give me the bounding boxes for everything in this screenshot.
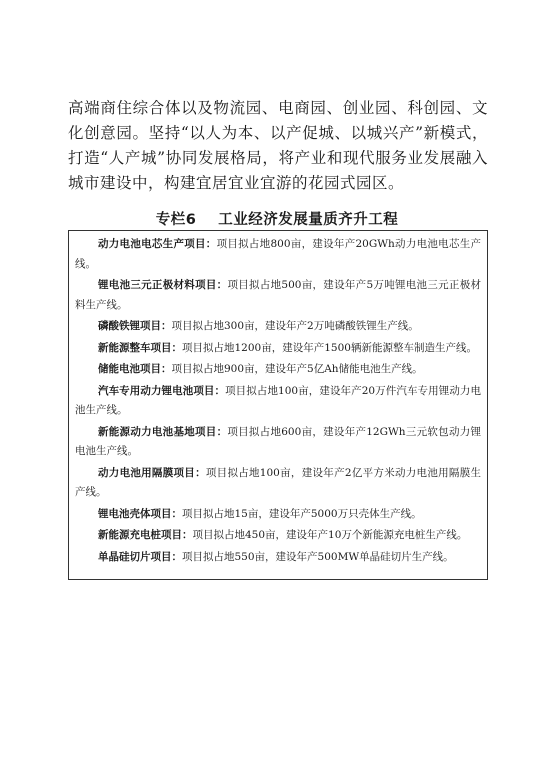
project-label: 动力电池电芯生产项目： — [98, 238, 217, 250]
project-text: 项目拟占地500亩，建设年产5万吨锂电池三元正极材料生产线。 — [75, 279, 481, 311]
project-text: 项目拟占地300亩，建设年产2万吨磷酸铁锂生产线。 — [171, 320, 419, 332]
project-item — [75, 526, 481, 546]
project-label: 新能源充电桩项目： — [98, 529, 193, 541]
project-item — [75, 548, 481, 568]
project-label: 新能源整车项目： — [98, 341, 182, 354]
project-item — [75, 235, 481, 274]
project-text: 项目拟占地1200亩，建设年产1500辆新能源整车制造生产线。 — [182, 341, 477, 354]
project-item — [75, 276, 481, 315]
project-label: 新能源动力电池基地项目： — [98, 425, 228, 438]
intro-section — [68, 96, 488, 196]
project-list-box — [68, 230, 488, 580]
intro-paragraph: 高端商住综合体以及物流园、电商园、创业园、科创园、文化创意园。坚持“以人为本、以产促城、以城兴产”新模式，打造“人产城”协同发展格局，将产业和现代服务业发展融入城市建设中，构建宜居宜业宜游的花园式园区。 — [68, 99, 488, 192]
project-text: 项目拟占地900亩，建设年产5亿Ah储能电池生产线。 — [171, 363, 423, 375]
project-label: 锂电池三元正极材料项目： — [98, 279, 228, 291]
project-item — [75, 339, 481, 359]
project-item — [75, 464, 481, 503]
project-item — [75, 317, 481, 337]
box-number: 专栏6 — [155, 212, 197, 228]
project-text: 项目拟占地15亩，建设年产5000万只壳体生产线。 — [182, 507, 422, 520]
project-label: 动力电池用隔膜项目： — [98, 466, 206, 479]
project-label: 汽车专用动力锂电池项目： — [98, 384, 226, 397]
project-text: 项目拟占地100亩，建设年产2亿平方米动力电池用隔膜生产线。 — [75, 466, 481, 498]
project-text: 项目拟占地450亩，建设年产10万个新能源充电桩生产线。 — [192, 529, 468, 541]
project-text: 项目拟占地100亩，建设年产20万件汽车专用锂动力电池生产线。 — [75, 384, 481, 416]
project-text: 项目拟占地550亩，建设年产500MW单晶硅切片生产线。 — [182, 550, 454, 563]
project-item — [75, 423, 481, 462]
project-label: 锂电池壳体项目： — [98, 507, 182, 520]
project-text: 项目拟占地800亩，建设年产20GWh动力电池电芯生产线。 — [75, 238, 482, 270]
project-item — [75, 505, 481, 525]
project-item — [75, 382, 481, 421]
project-label: 磷酸铁锂项目： — [98, 320, 172, 332]
project-text: 项目拟占地600亩，建设年产12GWh三元软包动力锂电池生产线。 — [75, 425, 482, 457]
box-title-text: 工业经济发展量质齐升工程 — [218, 212, 399, 228]
project-label: 单晶硅切片项目： — [98, 550, 182, 563]
box-title — [0, 208, 554, 229]
project-label: 储能电池项目： — [98, 363, 172, 375]
project-item — [75, 360, 481, 380]
